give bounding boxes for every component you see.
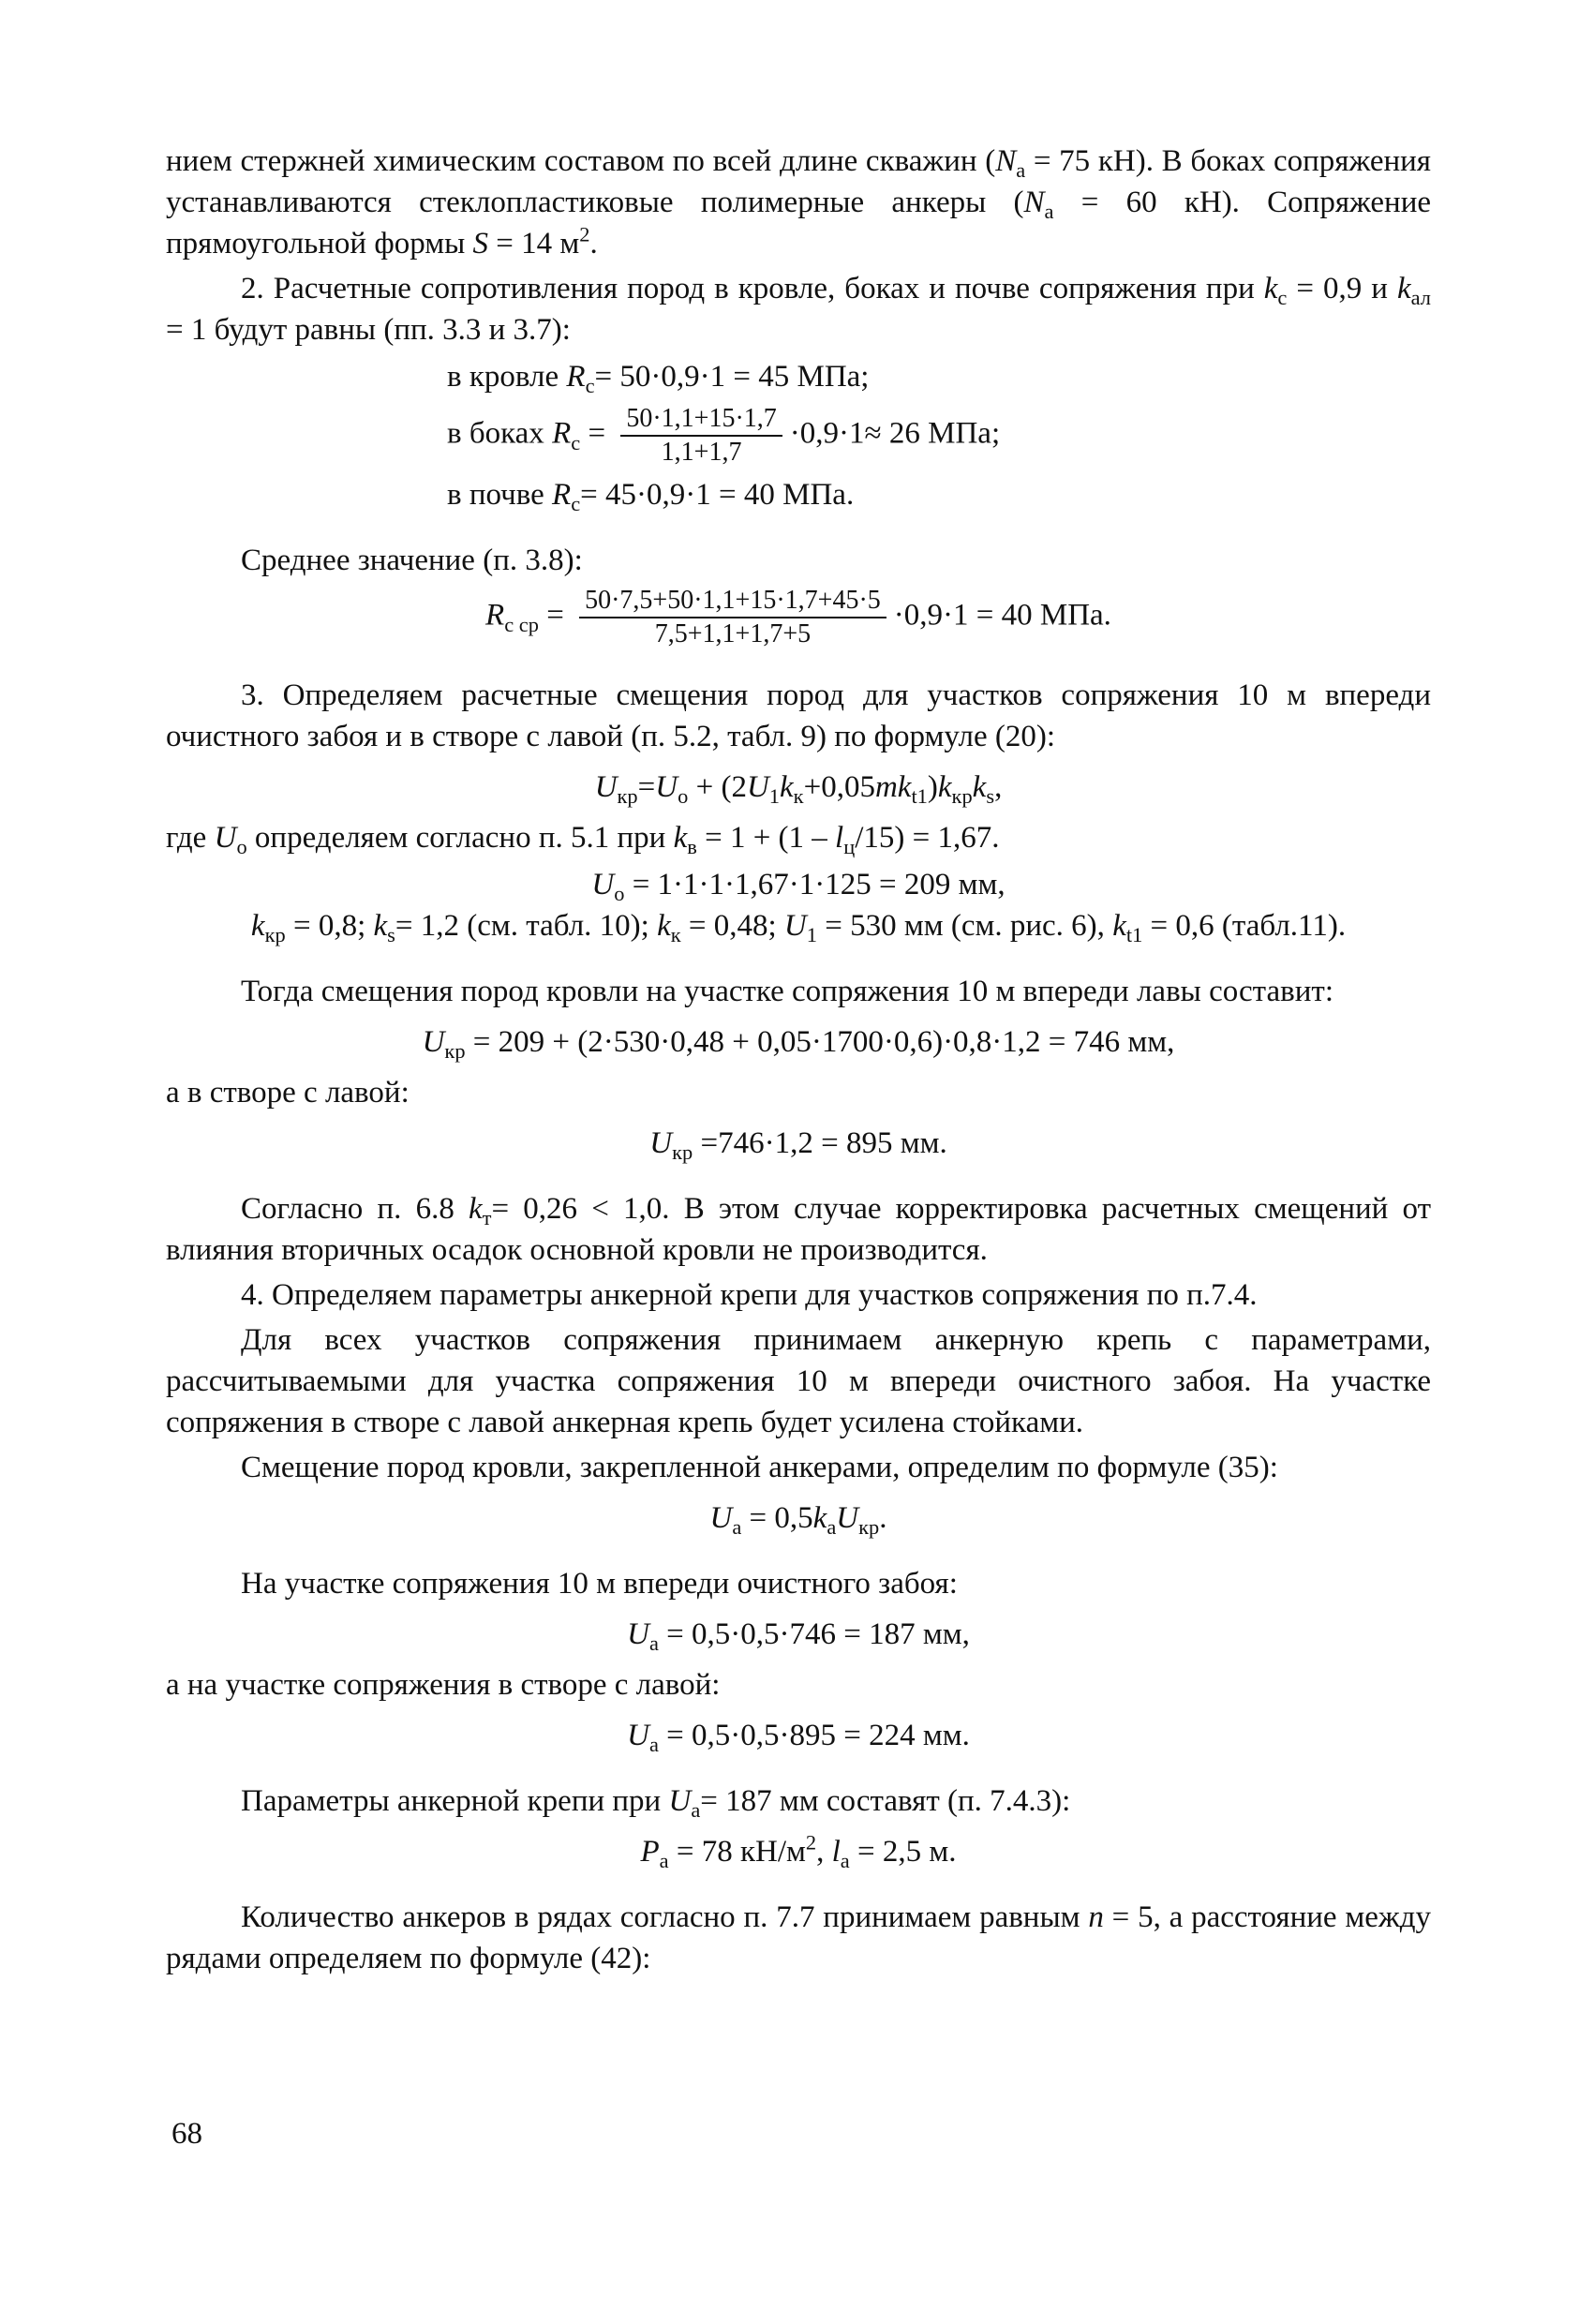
displacement-paragraph: 3. Определяем расчетные смещения пород для участков сопряжения 10 м впереди очистного забоя и в створе с лавой (п. 5.2, табл. 9) по формуле (20): — [166, 678, 1431, 753]
page-body — [166, 141, 1431, 1979]
ukr-formula-2: $U_{кр} =746\cdot 1,2 = 895$ мм. — [649, 1126, 947, 1165]
u0-formula: $U_о = 1\cdot 1\cdot 1\cdot 1,67\cdot 1\cdot 125 = 209$ мм, — [591, 868, 1006, 906]
sides-fraction: $\frac{50\cdot 1,1+15\cdot 1,7}{1,1+1,7}$ — [620, 403, 782, 469]
ahead-label: На участке сопряжения 10 м впереди очистного забоя: — [241, 1567, 958, 1601]
rock-resistance-paragraph: 2. Расчетные сопротивления пород в кровле, боках и почве сопряжения при $k_с = 0,9$ и $k_{ал} = 1$ будут равны (пп. 3.3 и 3.7): — [166, 272, 1431, 347]
ukr-formula-1: $U_{кр} = 209 + (2\cdot 530\cdot 0,48 + 0,05\cdot 1700\cdot 0,6)\cdot 0,8\cdot 1,2 = 746$ мм, — [422, 1025, 1175, 1064]
pa-la-formula: $P_а = 78$ $кН/м^2$, $l_а = 2,5$ м. — [640, 1830, 957, 1873]
roof-resistance: в кровле $R_с= 50\cdot 0,9\cdot 1 = 45$ МПа; — [447, 360, 870, 398]
ua-formula-2: $U_а = 0,5\cdot 0,5\cdot 895 = 224$ мм. — [627, 1719, 970, 1757]
average-fraction: $\frac{50\cdot 7,5+50\cdot 1,1+15\cdot 1,7+45\cdot 5}{7,5+1,1+1,7+5}$ — [579, 585, 886, 650]
page-number: 68 — [171, 2117, 202, 2151]
sides-resistance: в боках $R_с$ = $\frac{50\cdot 1,1+15\cdot 1,7}{1,1+1,7}$ ·0,9·1≈ 26 МПа; — [447, 404, 1001, 467]
ua-formula: $U_а = 0,5k_аU_{кр}$. — [709, 1501, 887, 1540]
anchor-displacement-paragraph: Смещение пород кровли, закрепленной анкерами, определим по формуле (35): — [241, 1451, 1278, 1484]
roof-displacement-paragraph: Тогда смещения пород кровли на участке сопряжения 10 м впереди лавы составит: — [241, 975, 1333, 1008]
average-label: Среднее значение (п. 3.8): — [241, 544, 583, 577]
average-formula: $R_{с ср}$ = $\frac{50\cdot 7,5+50\cdot 1,1+15\cdot 1,7+45\cdot 5}{7,5+1,1+1,7+5}$ ·0,9·1 = 40 МПа. — [485, 586, 1111, 648]
anchor-count-paragraph: Количество анкеров в рядах согласно п. 7.7 принимаем равным n = 5, а расстояние между рядами определяем по формуле (42): — [166, 1900, 1431, 1975]
displacement-formula: $U_{кр}=U_о + (2U_1k_к+0,05mk_{t1})k_{кр}k_s$, — [594, 770, 1003, 809]
anchor-params-paragraph: Для всех участков сопряжения принимаем анкерную крепь с параметрами, рассчитываемыми для участка сопряжения 10 м впереди очистного забоя. На участке сопряжения в створе с лавой анкерная крепь будет усилена стойками. — [166, 1323, 1431, 1439]
where-line: где $U_о$ определяем согласно п. 5.1 при $k_в = 1 + (1 - l_ц/15) = 1,67$. — [166, 821, 1000, 859]
in-line-label-2: а на участке сопряжения в створе с лавой: — [166, 1668, 721, 1702]
intro-paragraph: нием стержней химическим составом по всей длине скважин ($N_а = 75$ кН). В боках сопряжения устанавливаются стеклопластиковые полимерные анкеры ($N_а = 60$ кН). Сопряжение прямоугольной формы S = 14 $м^2$. — [166, 144, 1432, 261]
ua-formula-1: $U_а = 0,5\cdot 0,5\cdot 746 = 187$ мм, — [627, 1617, 970, 1656]
coefficients-line: $k_{кр} = 0,8$; $k_s= 1,2$ (см. табл. 10); $k_к = 0,48$; $U_1 = 530$ мм (см. рис. 6), $k_{t1} = 0,6$ (табл.11). — [250, 909, 1347, 947]
anchor-params-title: 4. Определяем параметры анкерной крепи для участков сопряжения по п.7.4. — [241, 1278, 1258, 1312]
in-line-label: а в створе с лавой: — [166, 1076, 410, 1110]
anchor-params-result-label: Параметры анкерной крепи при $U_а= 187$ мм составят (п. 7.4.3): — [241, 1784, 1071, 1823]
correction-paragraph: Согласно п. 6.8 $k_т= 0,26 < 1,0$. В этом случае корректировка расчетных смещений от влияния вторичных осадок основной кровли не производится. — [166, 1192, 1432, 1267]
floor-resistance: в почве $R_с= 45\cdot 0,9\cdot 1 = 40$ МПа. — [447, 478, 855, 516]
